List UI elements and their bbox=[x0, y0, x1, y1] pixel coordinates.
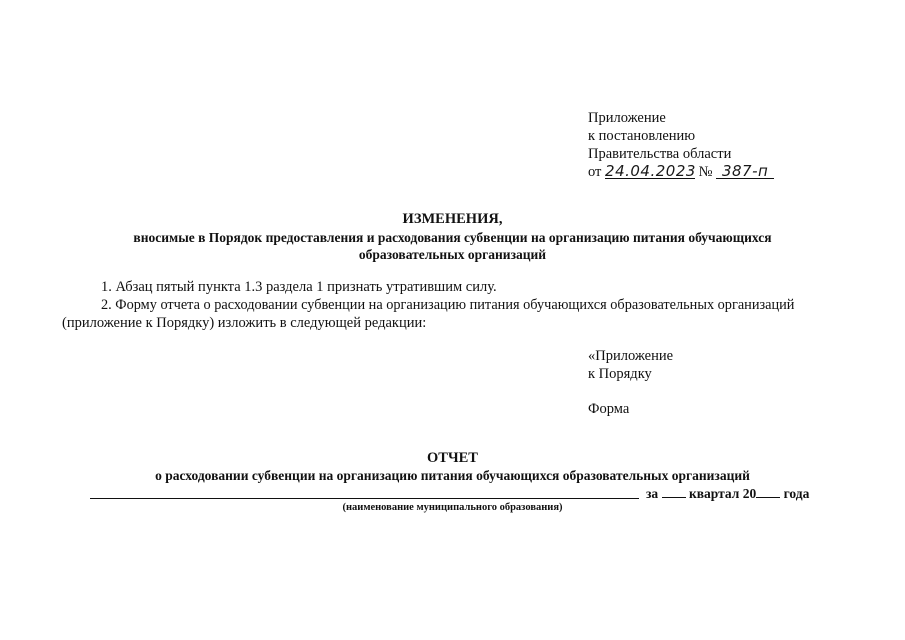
changes-title: ИЗМЕНЕНИЯ, bbox=[402, 211, 503, 227]
year-label: года bbox=[783, 486, 810, 501]
form-appendix-line1: «Приложение bbox=[588, 348, 674, 364]
for-label: за bbox=[646, 486, 659, 501]
quarter-label: квартал 20 bbox=[688, 486, 757, 501]
handwritten-number: 387-п bbox=[716, 164, 774, 179]
appendix-line3: Правительства области bbox=[588, 146, 732, 162]
item-1: 1. Абзац пятый пункта 1.3 раздела 1 признать утратившим силу. bbox=[101, 279, 497, 295]
municipality-underline bbox=[90, 498, 639, 499]
report-subtitle: о расходовании субвенции на организацию питания обучающихся образовательных организаций bbox=[155, 468, 750, 483]
number-label: № bbox=[698, 164, 713, 180]
item-2-line1: 2. Форму отчета о расходовании субвенции на организацию питания обучающихся образовательных организаций bbox=[101, 297, 795, 313]
report-period-line bbox=[646, 485, 809, 502]
form-appendix-line2: к Порядку bbox=[588, 366, 652, 382]
changes-subtitle-line1: вносимые в Порядок предоставления и расходования субвенции на организацию питания обучающихся bbox=[133, 230, 772, 245]
from-label: от bbox=[588, 164, 602, 180]
handwritten-date: 24.04.2023 bbox=[605, 162, 696, 180]
changes-subtitle-line2: образовательных организаций bbox=[358, 247, 547, 262]
municipality-caption: (наименование муниципального образования) bbox=[342, 502, 563, 513]
item-2-line2: (приложение к Порядку) изложить в следующей редакции: bbox=[62, 315, 427, 331]
appendix-line2: к постановлению bbox=[588, 128, 696, 144]
report-title: ОТЧЕТ bbox=[427, 450, 478, 466]
appendix-date-line bbox=[588, 163, 774, 181]
appendix-line1: Приложение bbox=[588, 110, 666, 126]
appendix-block bbox=[588, 109, 774, 181]
quarter-blank bbox=[662, 485, 686, 498]
year-blank bbox=[756, 485, 780, 498]
form-label: Форма bbox=[588, 401, 630, 417]
